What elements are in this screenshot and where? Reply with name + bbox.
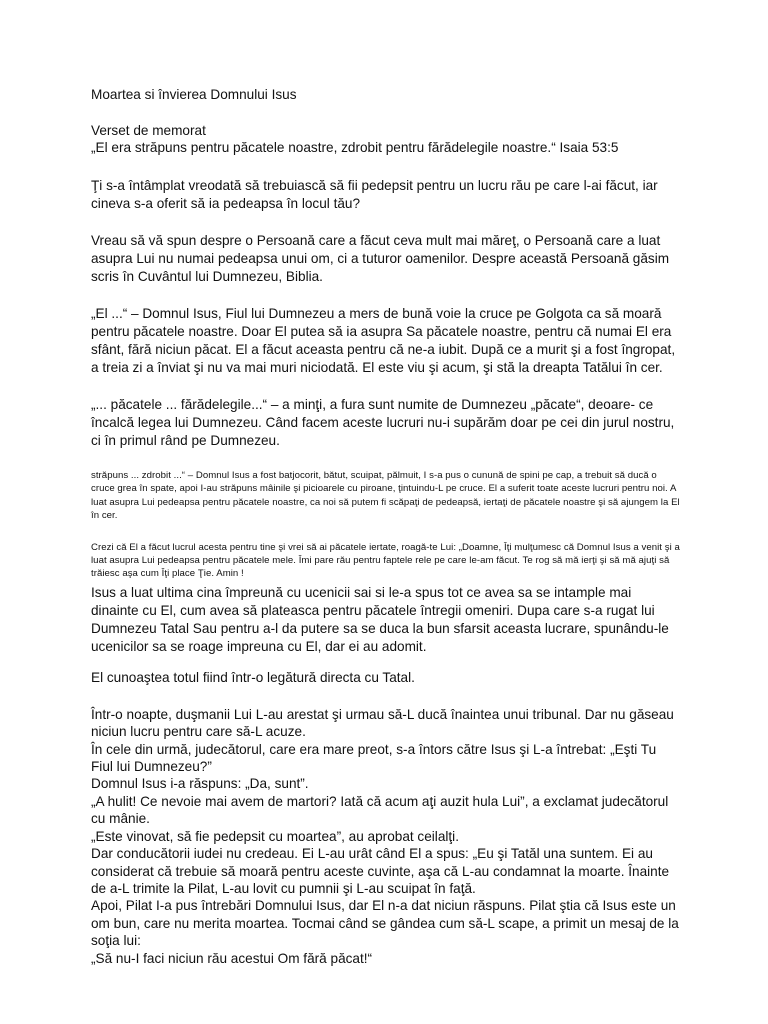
- text-line: „A hulit! Ce nevoie mai avem de martori? Iată că acum aţi auzit hula Lui”, a exclamat judecătorul cu mânie.: [91, 793, 669, 827]
- verse-text: „El era străpuns pentru păcatele noastre, zdrobit pentru fărădelegile noastre.“ Isaia 53:5: [91, 140, 619, 155]
- small-paragraph: Crezi că El a făcut lucrul acesta pentru tine şi vrei să ai păcatele iertate, roagă-te Lui: „Doamne, Îţi mulţumesc că Domnul Isus a venit şi a luat asupra Lui pedeapsa pentru păcatele mele. Îmi pare rău pentru faptele rele pe care le-am făcut. Te rog să mă ierţi şi să mă ajuţi să trăiesc aşa cum Îţi place Ţie. Amin !: [91, 541, 680, 580]
- text-line: În cele din urmă, judecătorul, care era mare preot, s-a întors către Isus şi L-a întrebat: „Eşti Tu Fiul lui Dumnezeu?”: [91, 741, 657, 775]
- text-line: Apoi, Pilat I-a pus întrebări Domnului Isus, dar El n-a dat niciun răspuns. Pilat ştia că Isus este un om bun, care nu merita moartea. Tocmai când se gândea cum să-L scape, a primit un mesaj de la soţia lui:: [91, 898, 679, 949]
- small-paragraph: străpuns ... zdrobit ...“ – Domnul Isus a fost batjocorit, bătut, scuipat, pălmuit, I s-a pus o cunună de spini pe cap, a trebuit să ducă o cruce grea în spate, apoi I-au străpuns mâinile şi picioarele cu piroane, ţintuindu-L pe cruce. El a suferit toate aceste lucruri pentru noi. A luat asupra Lui pedeapsa pentru păcatele noastre, ca noi să putem fi scăpaţi de pedeapsă, iertaţi de păcatele noastre şi să ajungem la El în cer.: [91, 470, 680, 522]
- narrative-section: [91, 706, 680, 967]
- text-line: „Este vinovat, să fie pedepsit cu moartea”, au aprobat ceilalţi.: [91, 828, 459, 844]
- text-line: „Să nu-I faci niciun rău acestui Om fără păcat!“: [91, 950, 373, 966]
- verse-heading: Verset de memorat: [91, 123, 206, 138]
- document-title: Moartea si învierea Domnului Isus: [91, 87, 297, 102]
- text-line: Dar conducătorii iudei nu credeau. Ei L-au urât când El a spus: „Eu şi Tatăl una suntem. Ei au considerat că trebuie să moară pentru aceste cuvinte, aşa că L-au condamnat la moarte. Înainte de a-L trimite la Pilat, L-au lovit cu pumnii şi L-au scuipat în faţă.: [91, 846, 670, 896]
- text-line: Într-o noapte, duşmanii Lui L-au arestat şi urmau să-L ducă înaintea unui tribunal. Dar nu găseau niciun lucru pentru care să-L acuze.: [91, 706, 674, 740]
- paragraph: Isus a luat ultima cina împreună cu ucenicii sai si le-a spus tot ce avea sa se intample mai dinainte cu El, cum avea să plateasca pentru păcatele întregii omeniri. Dupa care s-a rugat lui Dumnezeu Tatal Sau pentru a-l da putere sa se duca la bun sfarsit aceasta lucrare, spunându-le ucenicilor sa se roage impreuna cu El, dar ei au adomit.: [91, 584, 669, 654]
- paragraph: Vreau să vă spun despre o Persoană care a făcut ceva mult mai măreţ, o Persoană care a luat asupra Lui nu numai pedeapsa unui om, ci a tuturor oamenilor. Despre această Persoană găsim scris în Cuvântul lui Dumnezeu, Biblia.: [91, 233, 670, 284]
- paragraph: Ţi s-a întâmplat vreodată să trebuiască să fii pedepsit pentru un lucru rău pe care l-ai făcut, iar cineva s-a oferit să ia pedeapsa în locul tău?: [91, 178, 658, 211]
- paragraph: „... păcatele ... fărădelegile...“ – a minţi, a fura sunt numite de Dumnezeu „păcate“, deoare- ce încalcă legea lui Dumnezeu. Când facem aceste lucruri nu-i supărăm doar pe cei din jurul nostru, ci în primul rând pe Dumnezeu.: [91, 397, 675, 448]
- text-line: Domnul Isus i-a răspuns: „Da, sunt”.: [91, 776, 309, 792]
- paragraph: El cunoaştea totul fiind într-o legătură directa cu Tatal.: [91, 669, 415, 685]
- paragraph: „El ...“ – Domnul Isus, Fiul lui Dumnezeu a mers de bună voie la cruce pe Golgota ca să moară pentru păcatele noastre. Doar El putea să ia asupra Sa păcatele noastre, pentru că numai El era sfânt, fără niciun păcat. El a făcut aceasta pentru că ne-a iubit. După ce a murit şi a fost îngropat, a treia zi a înviat şi nu va mai muri niciodată. El este viu şi acum, şi stă la dreapta Tatălui în cer.: [91, 306, 676, 375]
